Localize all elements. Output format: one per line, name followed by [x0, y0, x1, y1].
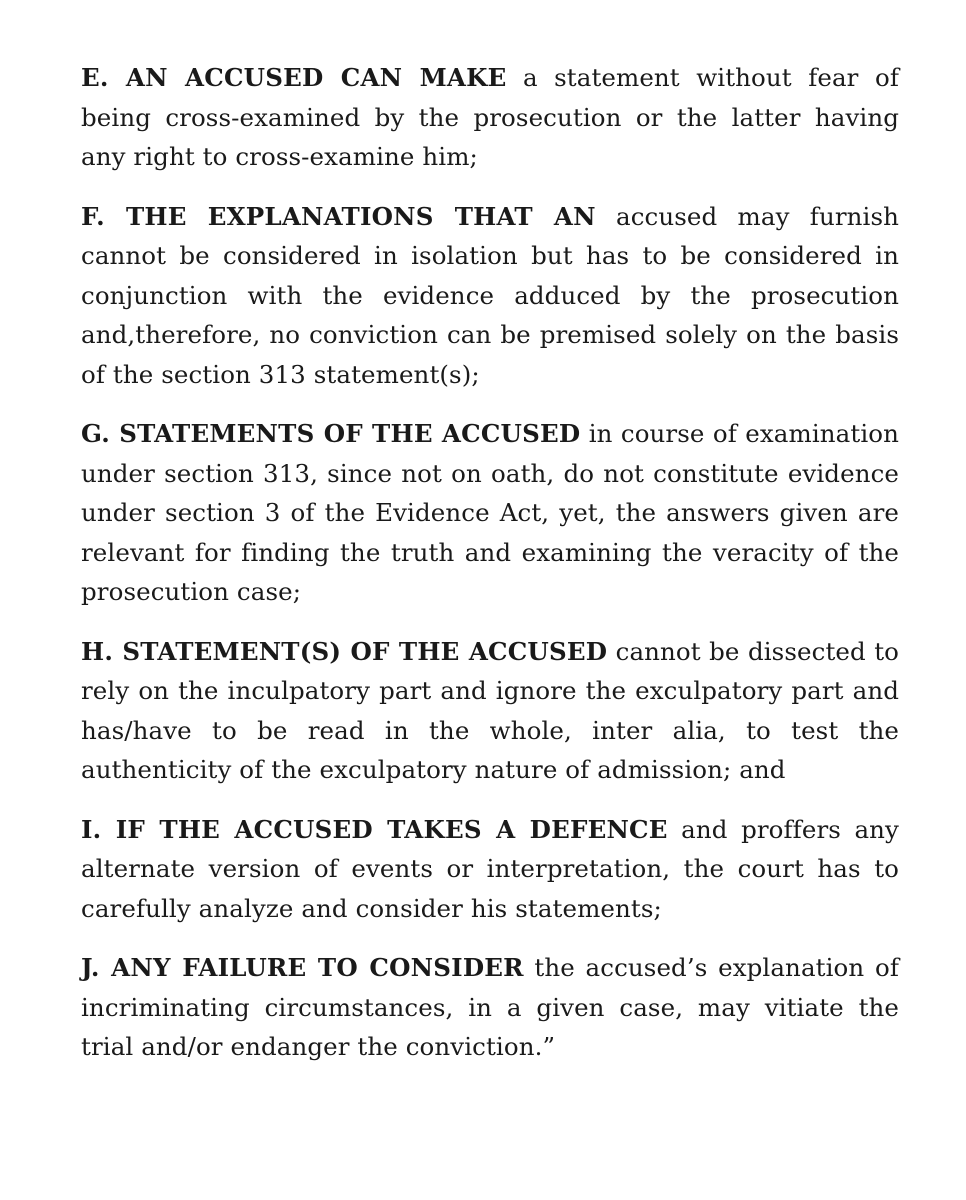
paragraph-j	[81, 948, 899, 1067]
paragraph-g	[81, 414, 899, 612]
paragraph-e	[81, 58, 899, 177]
paragraph-i	[81, 810, 899, 929]
paragraph-f-text: accused may furnish cannot be considered in isolation but has to be considered in conjunction with the evidence adduced by the prosecution and,therefore, no conviction can be premised solely on the basis of the section 313 statement(s);	[81, 201, 899, 389]
paragraph-g-text: in course of examination under section 313, since not on oath, do not constitute evidence under section 3 of the Evidence Act, yet, the answers given are relevant for finding the truth and examining the veracity of the prosecution case;	[81, 419, 899, 606]
paragraph-f	[81, 197, 899, 395]
paragraph-i-text: and proffers any alternate version of events or interpretation, the court has to carefully analyze and consider his statements;	[81, 814, 899, 923]
paragraph-j-heading: J. ANY FAILURE TO CONSIDER	[81, 953, 524, 982]
paragraph-i-heading: I. IF THE ACCUSED TAKES A DEFENCE	[81, 814, 668, 844]
paragraph-g-heading: G. STATEMENTS OF THE ACCUSED	[81, 419, 581, 448]
paragraph-h-text: cannot be dissected to rely on the inculpatory part and ignore the exculpatory part and has/have to be read in the whole, inter alia, to test the authenticity of the exculpatory nature of admission; and	[81, 636, 899, 784]
paragraph-h	[81, 632, 899, 790]
paragraph-e-heading: E. AN ACCUSED CAN MAKE	[81, 63, 507, 92]
document-body	[81, 58, 899, 1087]
paragraph-f-heading: F. THE EXPLANATIONS THAT AN	[81, 201, 596, 231]
paragraph-j-text: the accused’s explanation of incriminating circumstances, in a given case, may vitiate the trial and/or endanger the conviction.”	[81, 953, 899, 1061]
paragraph-e-text: a statement without fear of being cross-examined by the prosecution or the latter having any right to cross-examine him;	[81, 63, 899, 171]
paragraph-h-heading: H. STATEMENT(S) OF THE ACCUSED	[81, 636, 608, 666]
